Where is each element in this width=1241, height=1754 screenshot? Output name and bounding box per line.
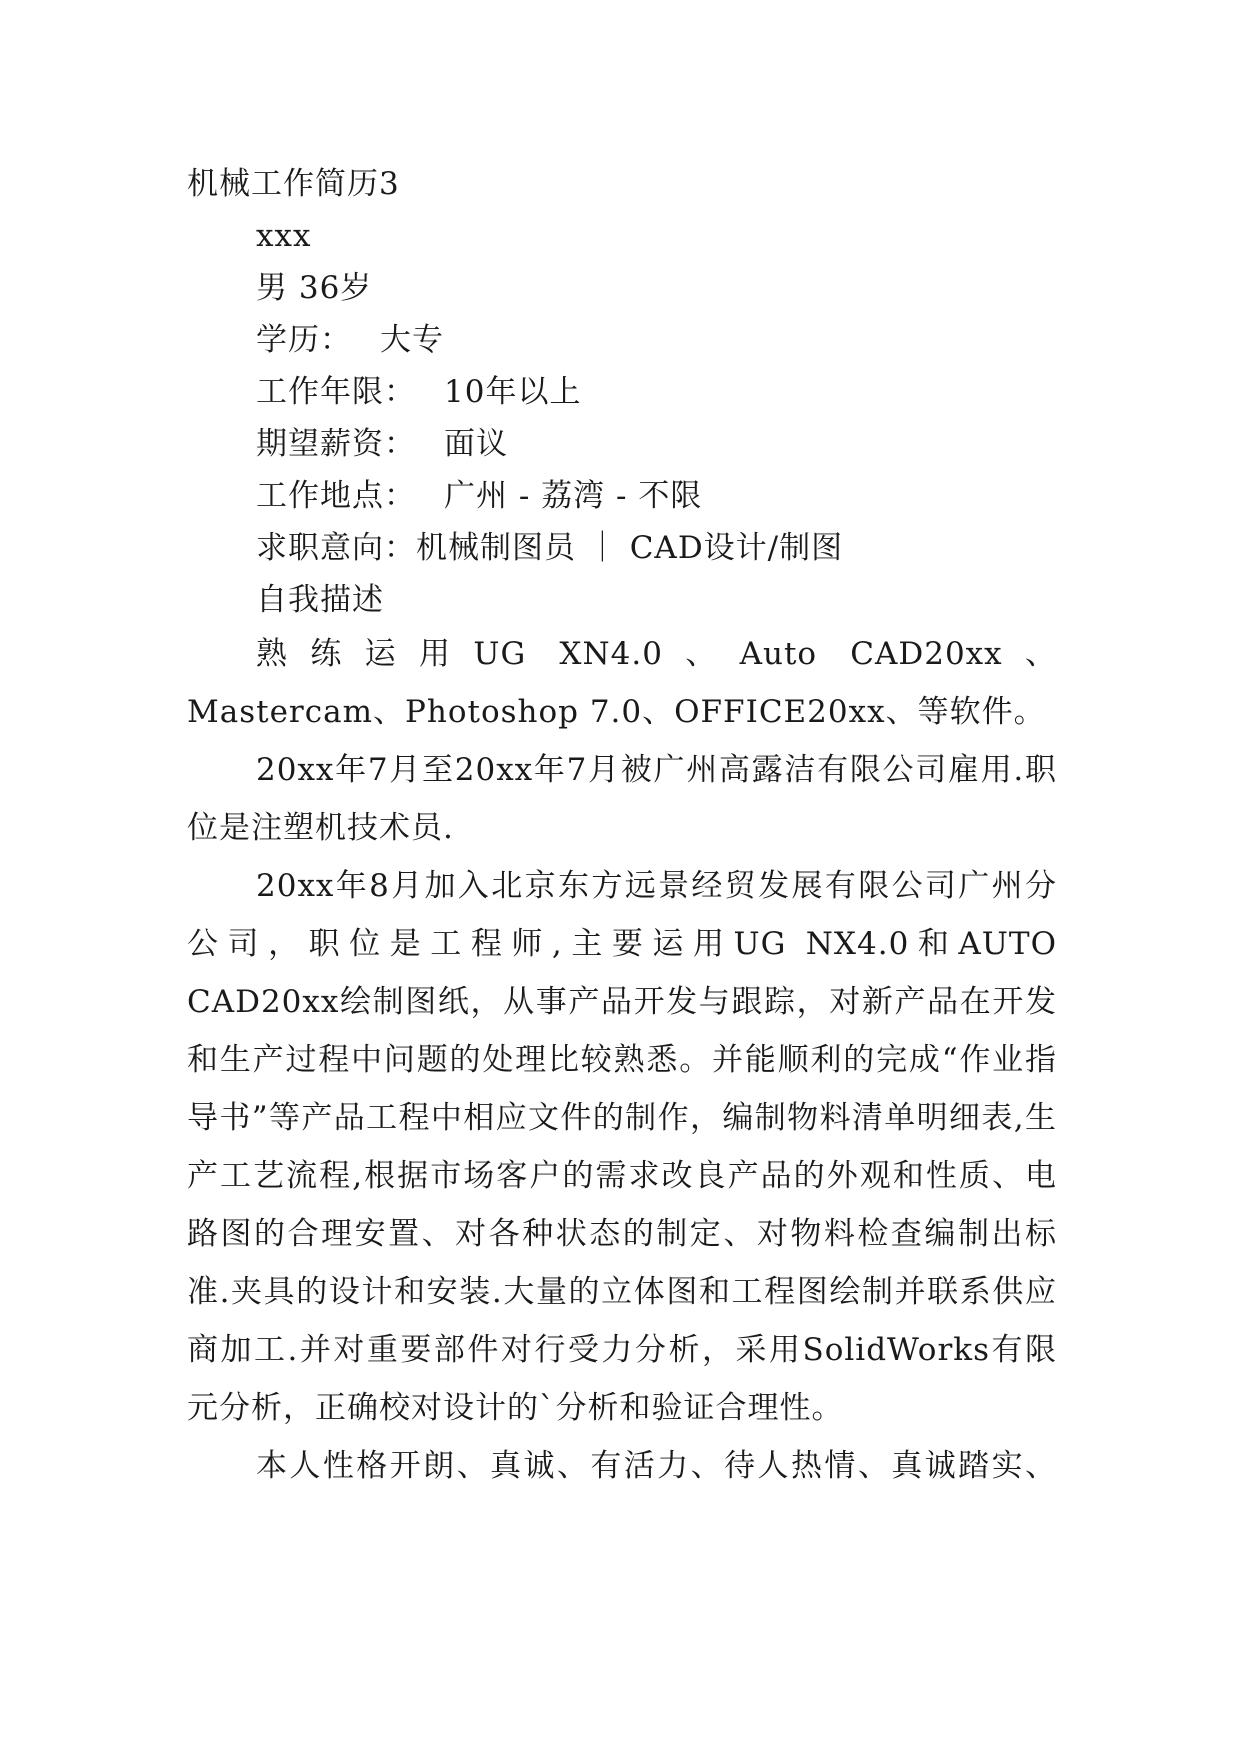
gender-age: 男 36岁 (256, 270, 373, 306)
field-value: 大专 (380, 322, 444, 358)
self-description-heading: 自我描述 (256, 582, 384, 618)
field-label: 期望薪资： (256, 426, 416, 462)
field-value: 面议 (444, 426, 508, 462)
field-value: 广州 - 荔湾 - 不限 (444, 478, 703, 514)
field-job-intention (256, 524, 843, 572)
paragraph-experience-2: 20xx年8月加入北京东方远景经贸发展有限公司广州分公司，职位是工程师,主要运用UG NX4.0和AUTO CAD20xx绘制图纸，从事产品开发与跟踪，对新产品在开发和生产过程中问题的处理比较熟悉。并能顺利的完成“作业指导书”等产品工程中相应文件的制作，编制物料清单明细表,生产工艺流程,根据市场客户的需求改良产品的外观和性质、电路图的合理安置、对各种状态的制定、对物料检查编制出标准.夹具的设计和安装.大量的立体图和工程图绘制并联系供应商加工.并对重要部件对行受力分析，采用SolidWorks有限元分析，正确校对设计的`分析和验证合理性。 (187, 868, 1057, 1426)
field-work-location (256, 472, 702, 520)
field-label: 求职意向： (256, 530, 416, 566)
field-value: 机械制图员 ｜ CAD设计/制图 (416, 530, 844, 566)
field-label: 工作地点： (256, 478, 416, 514)
document-title: 机械工作简历3 (187, 166, 400, 202)
field-label: 工作年限： (256, 374, 416, 410)
field-label: 学历： (256, 322, 352, 358)
paragraph-experience-1: 20xx年7月至20xx年7月被广州高露洁有限公司雇用.职位是注塑机技术员. (187, 752, 1057, 846)
paragraph-personality: 本人性格开朗、真诚、有活力、待人热情、真诚踏实、 (256, 1448, 1057, 1484)
field-education (256, 316, 444, 364)
field-work-years (256, 368, 581, 416)
field-expected-salary (256, 420, 508, 468)
paragraph-skills: 熟练运用UG XN4.0、Auto CAD20xx、Mastercam、Photoshop 7.0、OFFICE20xx、等软件。 (187, 636, 1057, 730)
field-value: 10年以上 (444, 374, 582, 410)
candidate-name: xxx (256, 218, 312, 254)
